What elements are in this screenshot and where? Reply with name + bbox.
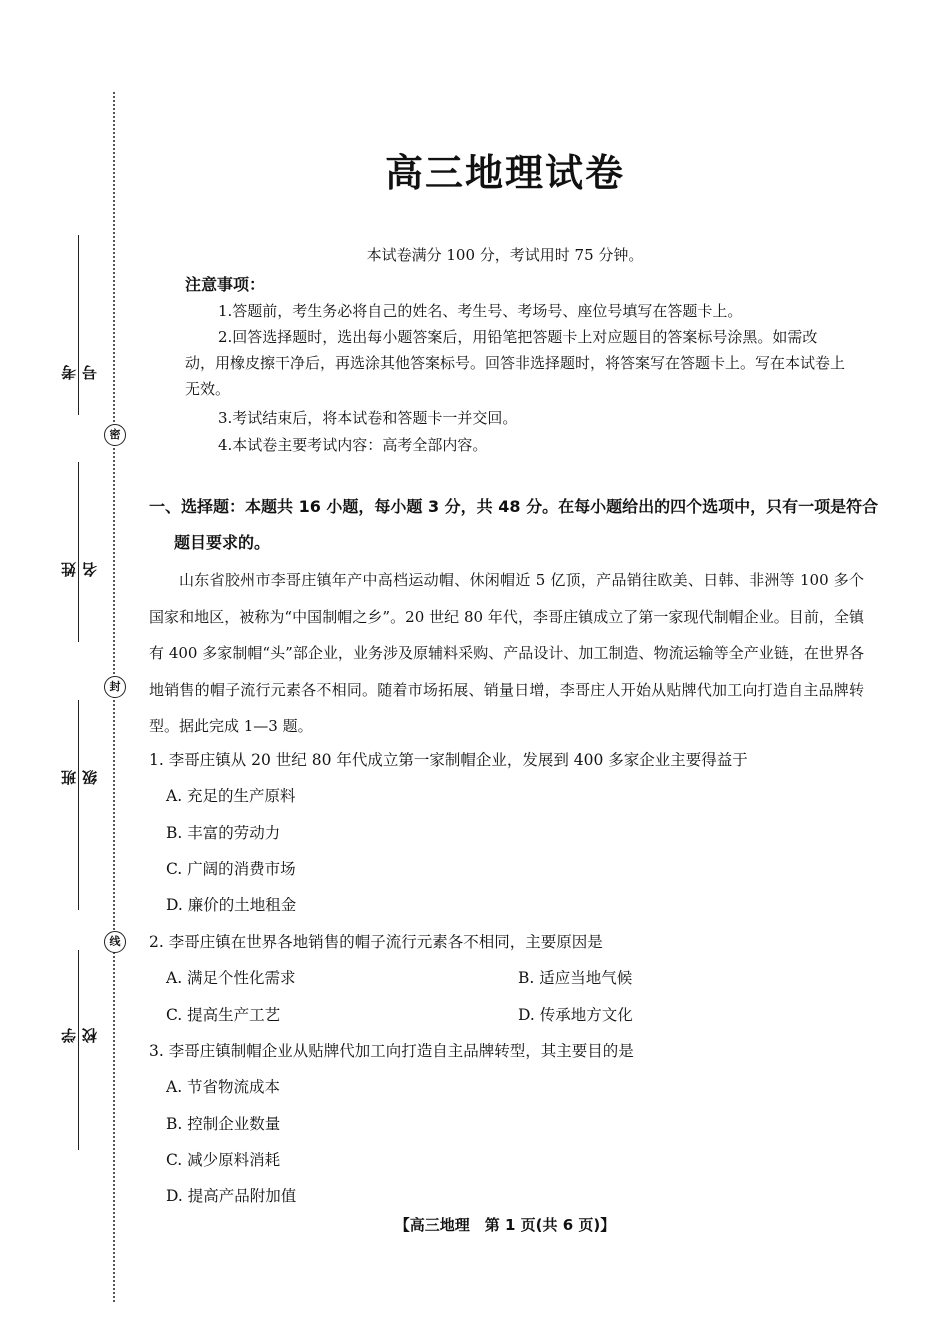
name-label: 姓名 <box>60 562 99 577</box>
question-1-option-c[interactable]: C. 广阔的消费市场 <box>166 860 296 878</box>
question-2-option-c[interactable]: C. 提高生产工艺 <box>166 1006 281 1024</box>
school-label: 学校 <box>60 1028 99 1043</box>
question-3-stem: 3. 李哥庄镇制帽企业从贴牌代加工向打造自主品牌转型，其主要目的是 <box>149 1042 634 1060</box>
question-2-stem: 2. 李哥庄镇在世界各地销售的帽子流行元素各不相同，主要原因是 <box>149 933 603 951</box>
exam-number-label: 考号 <box>60 365 99 380</box>
question-1-stem: 1. 李哥庄镇从 20 世纪 80 年代成立第一家制帽企业，发展到 400 多家企业主要得益于 <box>149 751 748 769</box>
notice-item: 1.答题前，考生务必将自己的姓名、考生号、考场号、座位号填写在答题卡上。 <box>218 302 743 320</box>
question-3-option-a[interactable]: A. 节省物流成本 <box>166 1078 281 1096</box>
seal-mark-xian: 线 <box>104 931 126 953</box>
question-2-option-a[interactable]: A. 满足个性化需求 <box>166 969 296 987</box>
name-blank[interactable] <box>78 462 79 642</box>
class-blank[interactable] <box>78 700 79 910</box>
seal-mark-feng: 封 <box>104 676 126 698</box>
question-1-option-b[interactable]: B. 丰富的劳动力 <box>166 824 281 842</box>
question-3-option-b[interactable]: B. 控制企业数量 <box>166 1115 281 1133</box>
question-2-option-d[interactable]: D. 传承地方文化 <box>518 1006 633 1024</box>
exam-title: 高三地理试卷 <box>384 151 625 195</box>
question-3-option-c[interactable]: C. 减少原料消耗 <box>166 1151 281 1169</box>
page-footer: 【高三地理 第 1 页(共 6 页)】 <box>394 1216 616 1234</box>
notice-item: 4.本试卷主要考试内容：高考全部内容。 <box>218 436 488 454</box>
question-3-option-d[interactable]: D. 提高产品附加值 <box>166 1187 297 1205</box>
question-2-option-b[interactable]: B. 适应当地气候 <box>518 969 633 987</box>
class-label: 班级 <box>60 770 99 785</box>
notice-heading: 注意事项： <box>185 275 266 294</box>
reading-passage: 山东省胶州市李哥庄镇年产中高档运动帽、休闲帽近 5 亿顶，产品销往欧美、日韩、非洲等 100 多个国家和地区，被称为“中国制帽之乡”。20 世纪 80 年代，李哥庄镇成立了第一家现代制帽企业。目前，全镇有 400 多家制帽“头”部企业，业务涉及原辅料采购、产品设计、加工制造、物流运输等全产业链，在世界各地销售的帽子流行元素各不相同。随着市场拓展、销量日增，李哥庄人开始从贴牌代加工向打造自主品牌转型。据此完成 1—3 题。 <box>149 571 864 735</box>
notice-item: 2.回答选择题时，选出每小题答案后，用铅笔把答题卡上对应题目的答案标号涂黑。如需改动，用橡皮擦干净后，再选涂其他答案标号。回答非选择题时，将答案写在答题卡上。写在本试卷上无效。 <box>185 328 846 398</box>
exam-meta: 本试卷满分 100 分，考试用时 75 分钟。 <box>366 246 644 264</box>
question-1-option-d[interactable]: D. 廉价的土地租金 <box>166 896 297 914</box>
notice-item: 3.考试结束后，将本试卷和答题卡一并交回。 <box>218 409 518 427</box>
question-1-option-a[interactable]: A. 充足的生产原料 <box>166 787 296 805</box>
section-title: 一、选择题：本题共 16 小题，每小题 3 分，共 48 分。在每小题给出的四个选项中，只有一项是符合题目要求的。 <box>149 497 879 552</box>
school-blank[interactable] <box>78 950 79 1150</box>
seal-mark-mi: 密 <box>104 424 126 446</box>
